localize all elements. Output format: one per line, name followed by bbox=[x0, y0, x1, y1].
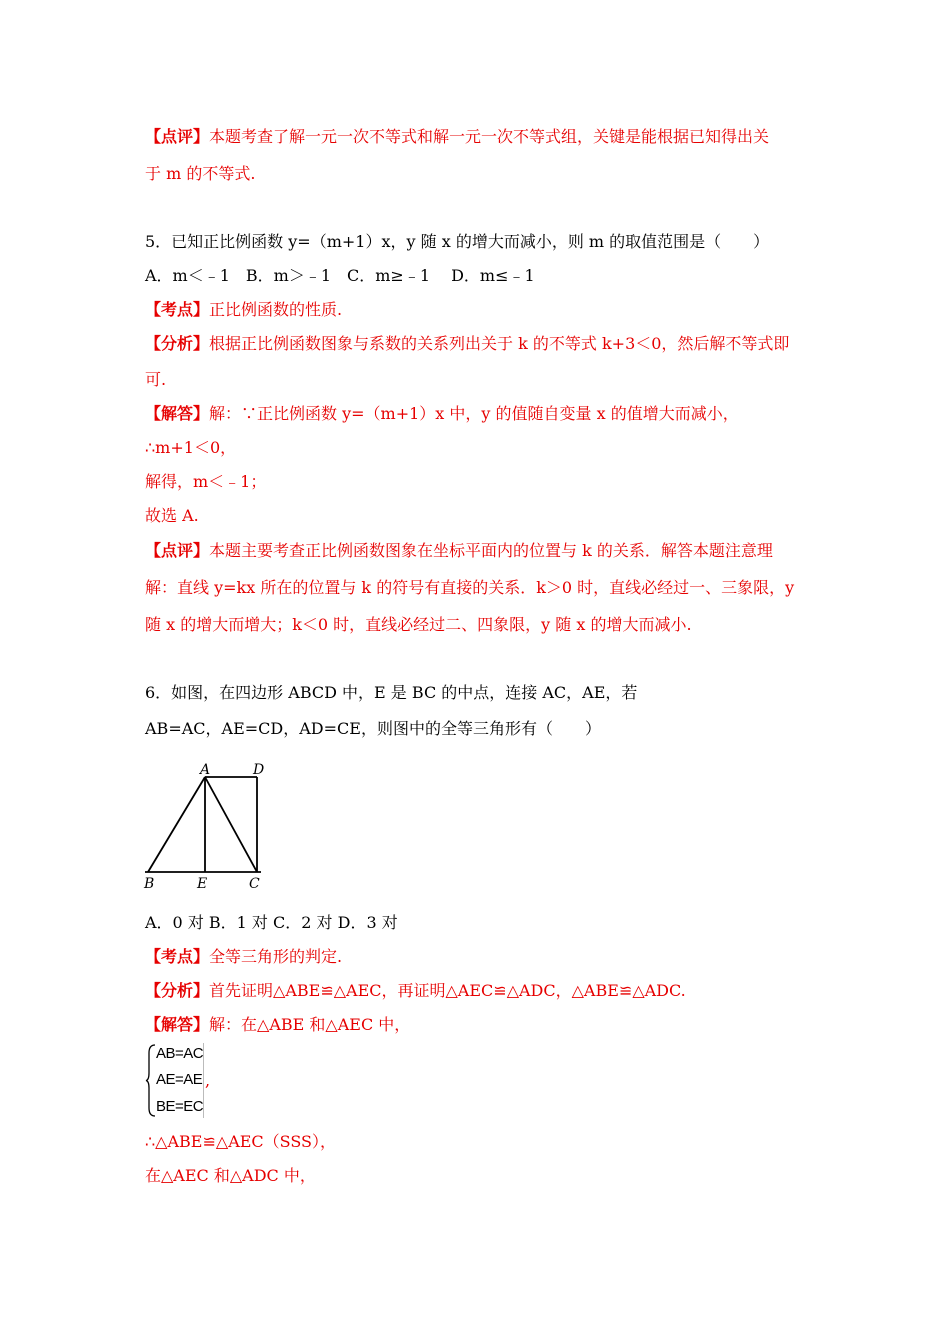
point-text: 全等三角形的判定. bbox=[209, 947, 343, 966]
q6-options: A．0 对 B．1 对 C．2 对 D．3 对 bbox=[145, 913, 398, 932]
label-c: C bbox=[249, 876, 260, 890]
q5-answer-line3: 解得，m＜﹣1； bbox=[145, 472, 267, 491]
label-b: B bbox=[144, 876, 155, 890]
label-d: D bbox=[253, 762, 265, 778]
point-tag: 【考点】 bbox=[145, 300, 210, 319]
analysis-tag: 【分析】 bbox=[145, 334, 210, 353]
segment-ac bbox=[205, 777, 257, 872]
q5-stem: 5．已知正比例函数 y=（m+1）x，y 随 x 的增大而减小，则 m 的取值范围是（ ） bbox=[145, 232, 770, 251]
review-tag: 【点评】 bbox=[145, 541, 210, 560]
review-text: 本题主要考查正比例函数图象在坐标平面内的位置与 k 的关系．解答本题注意理 bbox=[209, 541, 773, 560]
q5-analysis-line1 bbox=[145, 334, 789, 354]
system-eq-1: AB=AC bbox=[156, 1045, 204, 1062]
answer-tag: 【解答】 bbox=[145, 404, 210, 423]
analysis-text: 首先证明△ABE≌△AEC，再证明△AEC≌△ADC，△ABE≌△ADC. bbox=[209, 981, 686, 1000]
review-text: 本题考查了解一元一次不等式和解一元一次不等式组，关键是能根据已知得出关 bbox=[209, 127, 770, 146]
label-e: E bbox=[197, 876, 208, 890]
q5-answer-line4: 故选 A. bbox=[145, 506, 199, 525]
q6-answer-line2: ∴△ABE≌△AEC（SSS）， bbox=[145, 1132, 336, 1151]
q5-options: A．m＜﹣1 B．m＞﹣1 C．m≥﹣1 D．m≤﹣1 bbox=[145, 266, 535, 285]
q6-stem-line1: 6．如图，在四边形 ABCD 中，E 是 BC 的中点，连接 AC，AE，若 bbox=[145, 683, 638, 702]
equation-system bbox=[145, 1043, 225, 1118]
q6-answer-line3: 在△AEC 和△ADC 中， bbox=[145, 1166, 316, 1185]
system-comma: , bbox=[205, 1071, 211, 1090]
q5-answer-line1 bbox=[145, 404, 739, 424]
analysis-tag: 【分析】 bbox=[145, 981, 210, 1000]
segment-ab bbox=[148, 777, 205, 872]
answer-text: 解：∵正比例函数 y=（m+1）x 中，y 的值随自变量 x 的值增大而减小， bbox=[209, 404, 739, 423]
system-rule bbox=[203, 1043, 204, 1118]
analysis-text: 根据正比例函数图象与系数的关系列出关于 k 的不等式 k+3＜0，然后解不等式即 bbox=[209, 334, 790, 353]
q5-review-line2: 解：直线 y=kx 所在的位置与 k 的符号有直接的关系．k＞0 时，直线必经过一、三象限，y bbox=[145, 578, 795, 597]
q5-answer-line2: ∴m+1＜0， bbox=[145, 438, 237, 457]
q6-answer-line1 bbox=[145, 1015, 410, 1035]
answer-tag: 【解答】 bbox=[145, 1015, 210, 1034]
q5-analysis-line2: 可. bbox=[145, 370, 167, 389]
quadrilateral-figure bbox=[143, 762, 268, 890]
q5-point-line bbox=[145, 300, 342, 320]
q6-point-line bbox=[145, 947, 342, 967]
q6-stem-line2: AB=AC，AE=CD，AD=CE，则图中的全等三角形有（ ） bbox=[145, 719, 601, 738]
point-tag: 【考点】 bbox=[145, 947, 210, 966]
system-eq-2: AE=AE bbox=[156, 1071, 203, 1088]
q6-analysis-line bbox=[145, 981, 686, 1001]
label-a: A bbox=[200, 762, 211, 778]
answer-text: 解：在△ABE 和△AEC 中， bbox=[209, 1015, 411, 1034]
review-q4-line2: 于 m 的不等式. bbox=[145, 164, 256, 183]
q5-review-line3: 随 x 的增大而增大；k＜0 时，直线必经过二、四象限，y 随 x 的增大而减小. bbox=[145, 615, 692, 634]
review-tag: 【点评】 bbox=[145, 127, 210, 146]
point-text: 正比例函数的性质. bbox=[209, 300, 343, 319]
system-eq-3: BE=EC bbox=[156, 1098, 204, 1115]
q5-review-line1 bbox=[145, 541, 773, 561]
review-q4-line1 bbox=[145, 127, 769, 147]
